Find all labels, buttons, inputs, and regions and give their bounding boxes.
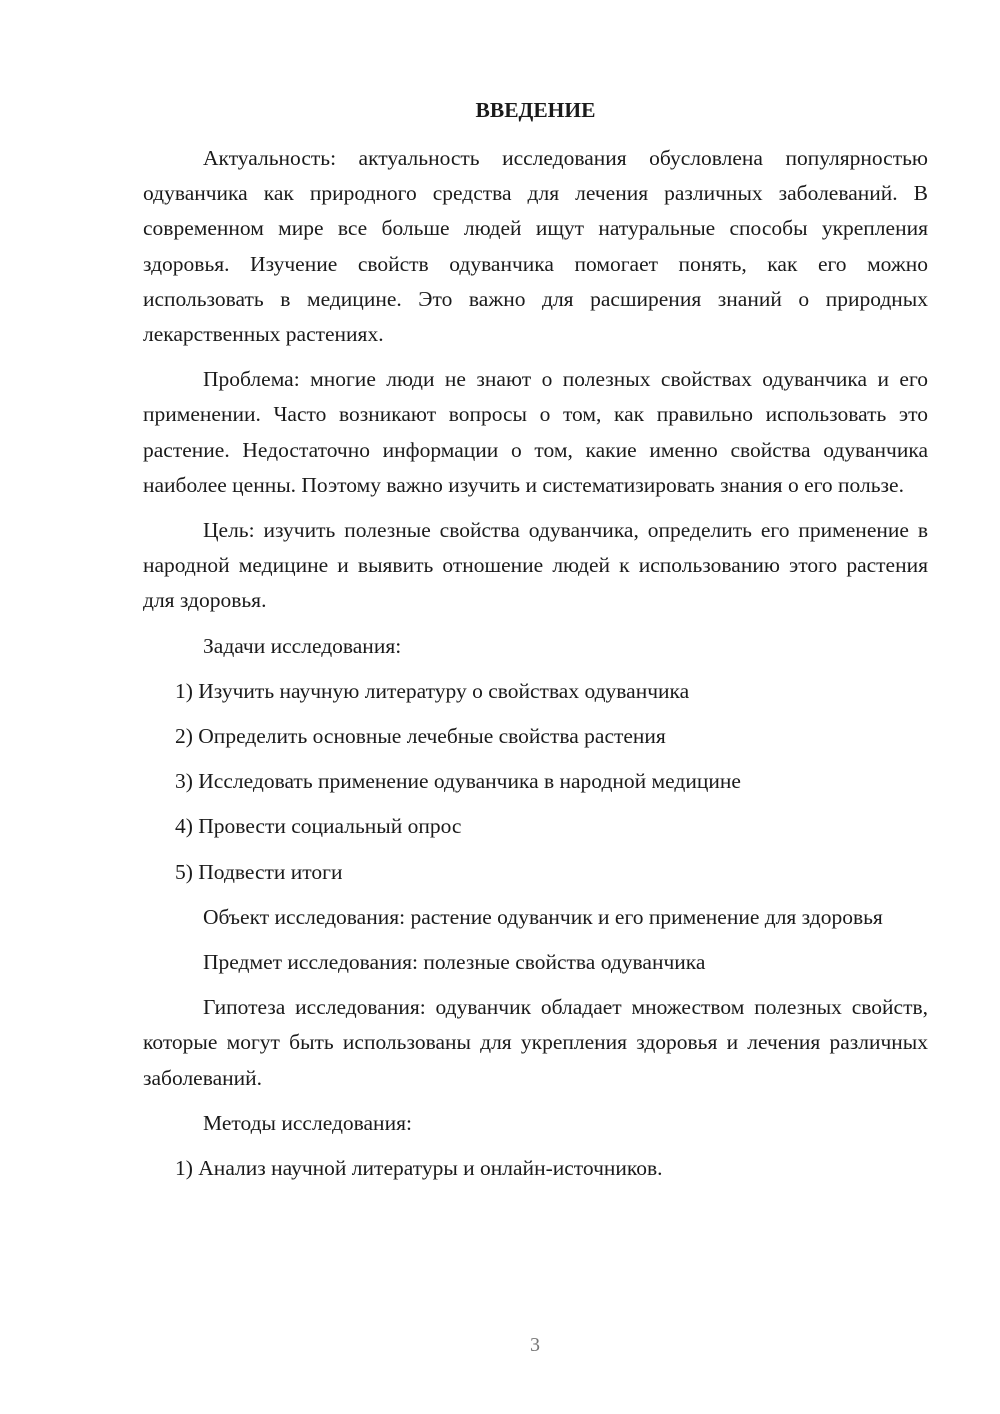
problem-paragraph: Проблема: многие люди не знают о полезных свойствах одуванчика и его применении. Часто возникают вопросы о том, как правильно использовать это растение. Недостаточно информации о том, какие именно свойства одуванчика наиболее ценны. Поэтому важно изучить и систематизировать знания о его пользе. [143,367,928,497]
list-item: 5) Подвести итоги [175,859,343,884]
page-title: ВВЕДЕНИЕ [475,98,596,122]
subject-paragraph: Предмет исследования: полезные свойства одуванчика [203,950,706,975]
methods-list [143,1151,928,1186]
list-item: 4) Провести социальный опрос [175,814,462,839]
goal-paragraph: Цель: изучить полезные свойства одуванчика, определить его применение в народной медицине и выявить отношение людей к использованию этого растения для здоровья. [143,518,928,613]
object-paragraph: Объект исследования: растение одуванчик и его применение для здоровья [203,904,883,929]
tasks-heading: Задачи исследования: [203,633,402,658]
list-item: 1) Изучить научную литературу о свойствах одуванчика [175,678,690,703]
relevance-paragraph: Актуальность: актуальность исследования обусловлена популярностью одуванчика как природного средства для лечения различных заболеваний. В современном мире все больше людей ищут натуральные способы укрепления здоровья. Изучение свойств одуванчика помогает понять, как его можно использовать в медицине. Это важно для расширения знаний о природных лекарственных растениях. [143,146,928,347]
list-item: 2) Определить основные лечебные свойства растения [175,724,666,749]
list-item: 1) Анализ научной литературы и онлайн-источников. [175,1156,663,1181]
hypothesis-paragraph: Гипотеза исследования: одуванчик обладает множеством полезных свойств, которые могут быть использованы для укрепления здоровья и лечения различных заболеваний. [143,995,928,1090]
page-content [143,93,928,1196]
methods-heading: Методы исследования: [203,1110,412,1135]
tasks-list [143,674,928,890]
page-number: 3 [530,1334,540,1356]
list-item: 3) Исследовать применение одуванчика в народной медицине [175,769,741,794]
